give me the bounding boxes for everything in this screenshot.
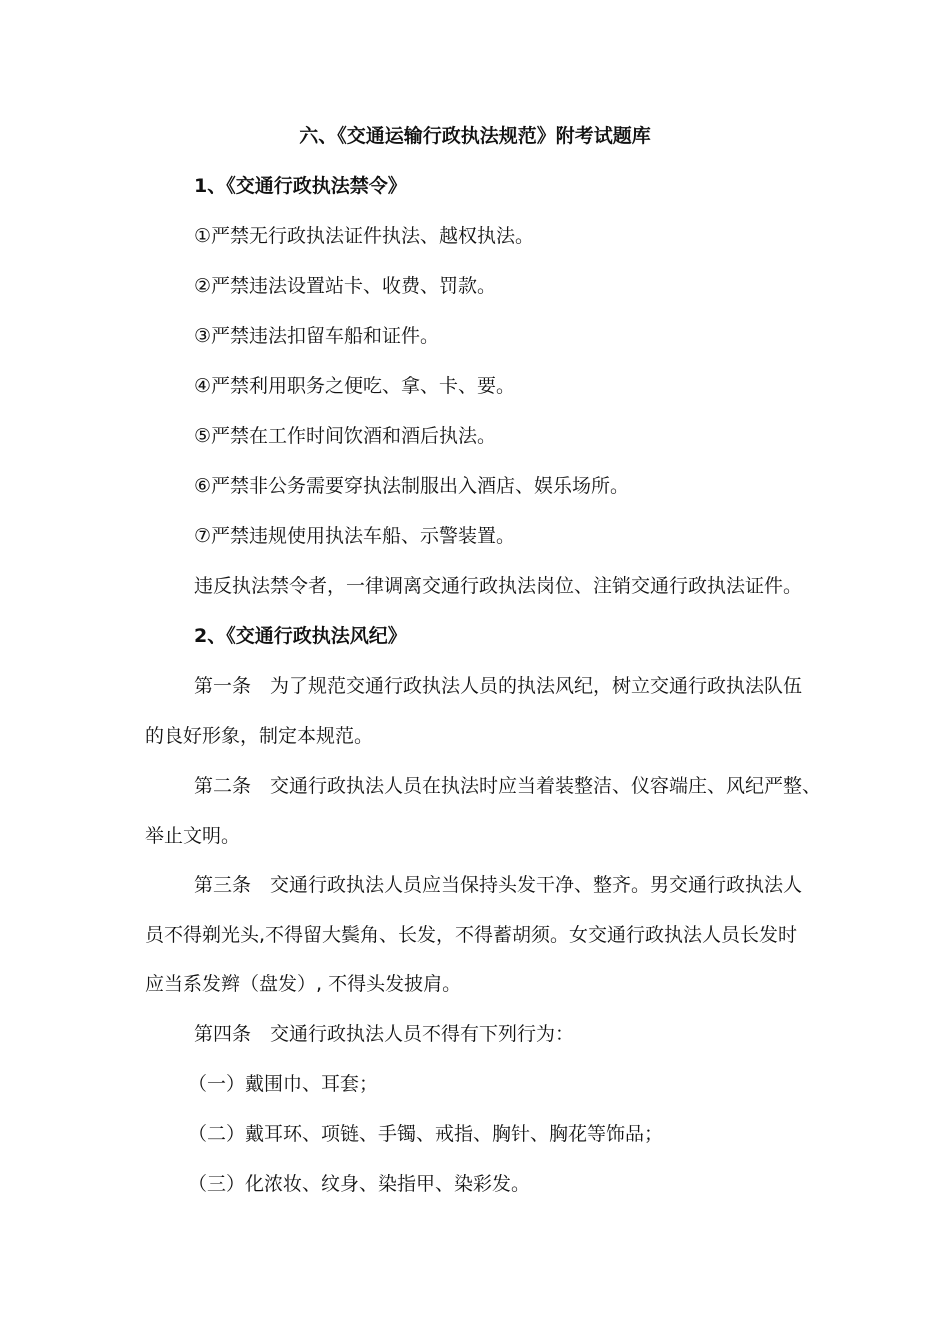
section-heading-1: 1、《交通行政执法禁令》 <box>194 175 407 197</box>
list-item: ④严禁利用职务之便吃、拿、卡、要。 <box>194 375 516 397</box>
list-item: ⑥严禁非公务需要穿执法制服出入酒店、娱乐场所。 <box>194 475 630 497</box>
article-3-line-3: 应当系发辫（盘发）, 不得头发披肩。 <box>145 973 462 995</box>
section-heading-2: 2、《交通行政执法风纪》 <box>194 625 407 647</box>
list-item: ⑦严禁违规使用执法车船、示警装置。 <box>194 525 516 547</box>
list-item: （三）化浓妆、纹身、染指甲、染彩发。 <box>188 1173 531 1195</box>
list-item: ①严禁无行政执法证件执法、越权执法。 <box>194 225 535 247</box>
article-2-line-2: 举止文明。 <box>145 825 241 847</box>
list-item: ⑤严禁在工作时间饮酒和酒后执法。 <box>194 425 497 447</box>
document-title: 六、《交通运输行政执法规范》附考试题库 <box>299 125 651 147</box>
section1-closing: 违反执法禁令者，一律调离交通行政执法岗位、注销交通行政执法证件。 <box>194 575 803 597</box>
list-item: ②严禁违法设置站卡、收费、罚款。 <box>194 275 497 297</box>
list-item: （一）戴围巾、耳套； <box>188 1073 379 1095</box>
article-1-line-1: 第一条 为了规范交通行政执法人员的执法风纪，树立交通行政执法队伍 <box>194 675 803 697</box>
article-2-line-1: 第二条 交通行政执法人员在执法时应当着装整洁、仪容端庄、风纪严整、 <box>194 775 822 797</box>
list-item: （二）戴耳环、项链、手镯、戒指、胸针、胸花等饰品； <box>188 1123 664 1145</box>
list-item: ③严禁违法扣留车船和证件。 <box>194 325 440 347</box>
article-4-line-1: 第四条 交通行政执法人员不得有下列行为： <box>194 1023 575 1045</box>
article-3-line-1: 第三条 交通行政执法人员应当保持头发干净、整齐。男交通行政执法人 <box>194 874 803 896</box>
article-1-line-2: 的良好形象，制定本规范。 <box>145 725 374 747</box>
article-3-line-2: 员不得剃光头,不得留大鬓角、长发，不得蓄胡须。女交通行政执法人员长发时 <box>145 924 798 946</box>
